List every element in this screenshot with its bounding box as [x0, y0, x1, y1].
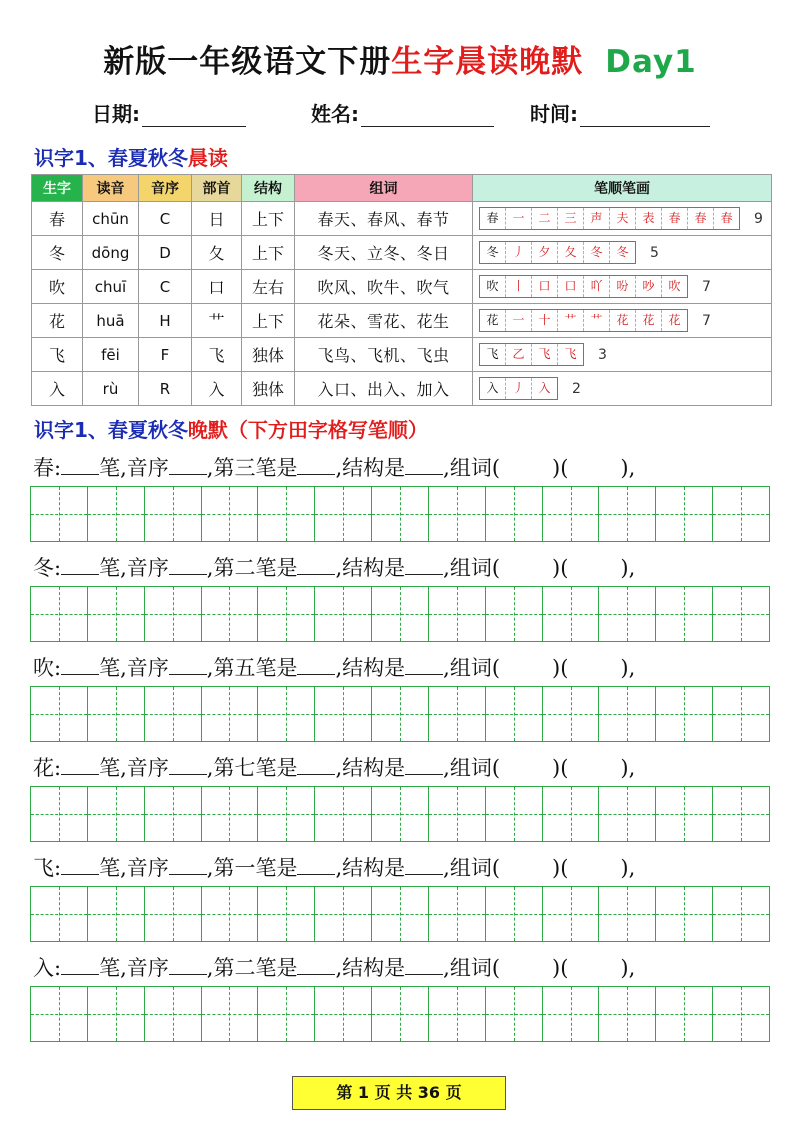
- structure-cell: 独体: [242, 372, 295, 406]
- nth-stroke-label: 第二笔是: [213, 556, 298, 580]
- tianzige-cell[interactable]: [31, 587, 87, 641]
- mid-paren: )(: [552, 956, 569, 980]
- tianzige-cell[interactable]: [428, 687, 485, 741]
- comma: ,: [206, 956, 214, 980]
- tianzige-cell[interactable]: [201, 587, 258, 641]
- stroke-step: 春: [661, 208, 687, 229]
- question-line: [33, 852, 635, 882]
- stroke-order-cell: [473, 202, 772, 236]
- tianzige-cell[interactable]: [87, 687, 144, 741]
- tianzige-cell[interactable]: [485, 787, 542, 841]
- tianzige-cell[interactable]: [144, 987, 201, 1041]
- tianzige-cell[interactable]: [31, 787, 87, 841]
- tianzige-cell[interactable]: [314, 687, 371, 741]
- character-table: [31, 174, 772, 406]
- stroke-sequence: [479, 377, 558, 400]
- words-cell: 入口、出入、加入: [295, 372, 473, 406]
- question-char: 飞: [33, 856, 54, 880]
- tianzige-cell[interactable]: [542, 487, 599, 541]
- colon: :: [54, 856, 62, 880]
- structure-label: ,结构是: [335, 656, 406, 680]
- nth-stroke-blank[interactable]: [297, 654, 335, 675]
- stroke-count-blank[interactable]: [61, 854, 99, 875]
- tianzige-cell[interactable]: [655, 987, 712, 1041]
- tianzige-cell[interactable]: [542, 687, 599, 741]
- stroke-step: 二: [531, 208, 557, 229]
- tianzige-cell[interactable]: [485, 487, 542, 541]
- question-line: [33, 552, 635, 582]
- radical-cell: 口: [192, 270, 242, 304]
- date-label: 日期:: [92, 102, 140, 126]
- nth-stroke-label: 第五笔是: [213, 656, 298, 680]
- tianzige-cell[interactable]: [428, 787, 485, 841]
- stroke-step: 夕: [531, 242, 557, 263]
- radical-cell: 艹: [192, 304, 242, 338]
- stroke-order-cell: [473, 304, 772, 338]
- tianzige-cell[interactable]: [201, 787, 258, 841]
- tianzige-grid[interactable]: [30, 686, 770, 742]
- question-char: 入: [33, 956, 54, 980]
- structure-label: ,结构是: [335, 956, 406, 980]
- tianzige-cell[interactable]: [201, 487, 258, 541]
- tianzige-cell[interactable]: [87, 887, 144, 941]
- structure-label: ,结构是: [335, 556, 406, 580]
- pinyin-order-blank[interactable]: [169, 654, 207, 675]
- pinyin-cell: huā: [83, 304, 139, 338]
- end-paren: ),: [620, 456, 636, 480]
- tianzige-cell[interactable]: [428, 587, 485, 641]
- name-field[interactable]: [311, 98, 494, 127]
- comma: ,: [206, 556, 214, 580]
- structure-blank[interactable]: [405, 454, 443, 475]
- header-strokes: 笔顺笔画: [473, 175, 772, 202]
- tianzige-grid[interactable]: [30, 486, 770, 542]
- pinyin-order-blank[interactable]: [169, 954, 207, 975]
- stroke-sequence: [479, 275, 688, 298]
- question-char: 春: [33, 456, 54, 480]
- header-order: 音序: [139, 175, 192, 202]
- stroke-step: 吖: [583, 276, 609, 297]
- stroke-step: 吵: [635, 276, 661, 297]
- header-char: 生字: [32, 175, 83, 202]
- mid-paren: )(: [552, 556, 569, 580]
- char-cell: 春: [32, 202, 83, 236]
- stroke-step: 冬: [609, 242, 635, 263]
- stroke-step: 花: [609, 310, 635, 331]
- tianzige-cell[interactable]: [87, 487, 144, 541]
- tianzige-cell[interactable]: [712, 887, 769, 941]
- radical-cell: 飞: [192, 338, 242, 372]
- nth-stroke-label: 第七笔是: [213, 756, 298, 780]
- stroke-order-cell: [473, 270, 772, 304]
- tianzige-cell[interactable]: [371, 987, 428, 1041]
- stroke-sequence: [479, 309, 688, 332]
- question-char: 吹: [33, 656, 54, 680]
- tianzige-cell[interactable]: [655, 687, 712, 741]
- bi-label: 笔,音序: [99, 856, 169, 880]
- order-cell: R: [139, 372, 192, 406]
- char-cell: 吹: [32, 270, 83, 304]
- stroke-step: 入: [531, 378, 557, 399]
- tianzige-cell[interactable]: [598, 887, 655, 941]
- bi-label: 笔,音序: [99, 756, 169, 780]
- bi-label: 笔,音序: [99, 656, 169, 680]
- colon: :: [54, 556, 62, 580]
- tianzige-cell[interactable]: [428, 887, 485, 941]
- tianzige-cell[interactable]: [314, 787, 371, 841]
- stroke-step: 三: [557, 208, 583, 229]
- tianzige-cell[interactable]: [31, 487, 87, 541]
- tianzige-cell[interactable]: [712, 687, 769, 741]
- tianzige-cell[interactable]: [31, 987, 87, 1041]
- stroke-step: 花: [661, 310, 687, 331]
- tianzige-cell[interactable]: [31, 887, 87, 941]
- tianzige-cell[interactable]: [655, 887, 712, 941]
- end-paren: ),: [620, 856, 636, 880]
- stroke-count: 2: [572, 380, 581, 397]
- tianzige-cell[interactable]: [655, 587, 712, 641]
- header-words: 组词: [295, 175, 473, 202]
- tianzige-cell[interactable]: [257, 487, 314, 541]
- tianzige-grid[interactable]: [30, 786, 770, 842]
- structure-cell: 上下: [242, 236, 295, 270]
- words-label: ,组词(: [443, 656, 501, 680]
- table-row: [32, 270, 772, 304]
- tianzige-cell[interactable]: [201, 887, 258, 941]
- order-cell: C: [139, 270, 192, 304]
- stroke-step: 冬: [486, 245, 499, 259]
- tianzige-cell[interactable]: [598, 787, 655, 841]
- tianzige-cell[interactable]: [87, 587, 144, 641]
- question-char: 冬: [33, 556, 54, 580]
- tianzige-cell[interactable]: [428, 487, 485, 541]
- page-number: 第 1 页 共 36 页: [292, 1076, 506, 1110]
- stroke-step: 冬: [583, 242, 609, 263]
- stroke-step: 春: [486, 211, 499, 225]
- tianzige-cell[interactable]: [31, 687, 87, 741]
- structure-blank[interactable]: [405, 854, 443, 875]
- stroke-step: 口: [557, 276, 583, 297]
- stroke-count-blank[interactable]: [61, 654, 99, 675]
- stroke-count-blank[interactable]: [61, 754, 99, 775]
- tianzige-cell[interactable]: [144, 487, 201, 541]
- tianzige-cell[interactable]: [371, 687, 428, 741]
- radical-cell: 夂: [192, 236, 242, 270]
- evening-title-red: 晚默（下方田字格写笔顺）: [187, 418, 428, 442]
- structure-label: ,结构是: [335, 756, 406, 780]
- end-paren: ),: [620, 656, 636, 680]
- stroke-step: 吩: [609, 276, 635, 297]
- tianzige-cell[interactable]: [257, 687, 314, 741]
- mid-paren: )(: [552, 656, 569, 680]
- tianzige-cell[interactable]: [542, 787, 599, 841]
- nth-stroke-blank[interactable]: [297, 554, 335, 575]
- comma: ,: [206, 656, 214, 680]
- tianzige-cell[interactable]: [257, 987, 314, 1041]
- name-label: 姓名:: [311, 102, 359, 126]
- tianzige-cell[interactable]: [144, 687, 201, 741]
- tianzige-cell[interactable]: [598, 487, 655, 541]
- table-row: [32, 202, 772, 236]
- stroke-step: 花: [635, 310, 661, 331]
- stroke-step: 声: [583, 208, 609, 229]
- stroke-step: 吹: [661, 276, 687, 297]
- structure-blank[interactable]: [405, 954, 443, 975]
- bi-label: 笔,音序: [99, 456, 169, 480]
- header-pinyin: 读音: [83, 175, 139, 202]
- radical-cell: 入: [192, 372, 242, 406]
- colon: :: [54, 656, 62, 680]
- tianzige-cell[interactable]: [712, 787, 769, 841]
- stroke-step: 春: [687, 208, 713, 229]
- tianzige-cell[interactable]: [201, 687, 258, 741]
- question-line: [33, 652, 635, 682]
- pinyin-order-blank[interactable]: [169, 454, 207, 475]
- date-line[interactable]: [142, 104, 246, 127]
- colon: :: [54, 456, 62, 480]
- tianzige-cell[interactable]: [201, 987, 258, 1041]
- words-cell: 冬天、立冬、冬日: [295, 236, 473, 270]
- tianzige-cell[interactable]: [542, 987, 599, 1041]
- char-cell: 花: [32, 304, 83, 338]
- table-row: [32, 236, 772, 270]
- tianzige-cell[interactable]: [485, 687, 542, 741]
- colon: :: [54, 756, 62, 780]
- stroke-count-blank[interactable]: [61, 454, 99, 475]
- tianzige-cell[interactable]: [257, 887, 314, 941]
- time-line[interactable]: [580, 104, 710, 127]
- stroke-step: 乙: [505, 344, 531, 365]
- words-cell: 春天、春风、春节: [295, 202, 473, 236]
- mid-paren: )(: [552, 856, 569, 880]
- tianzige-cell[interactable]: [371, 587, 428, 641]
- structure-cell: 上下: [242, 304, 295, 338]
- order-cell: H: [139, 304, 192, 338]
- tianzige-cell[interactable]: [371, 887, 428, 941]
- nth-stroke-label: 第一笔是: [213, 856, 298, 880]
- structure-blank[interactable]: [405, 554, 443, 575]
- order-cell: D: [139, 236, 192, 270]
- tianzige-cell[interactable]: [655, 487, 712, 541]
- nth-stroke-label: 第二笔是: [213, 956, 298, 980]
- stroke-count: 3: [598, 346, 607, 363]
- words-label: ,组词(: [443, 456, 501, 480]
- order-cell: F: [139, 338, 192, 372]
- tianzige-cell[interactable]: [371, 487, 428, 541]
- bi-label: 笔,音序: [99, 956, 169, 980]
- tianzige-cell[interactable]: [485, 887, 542, 941]
- header-structure: 结构: [242, 175, 295, 202]
- stroke-step: 艹: [557, 310, 583, 331]
- stroke-step: 丿: [505, 378, 531, 399]
- comma: ,: [206, 756, 214, 780]
- table-row: [32, 338, 772, 372]
- tianzige-grid[interactable]: [30, 886, 770, 942]
- time-label: 时间:: [530, 102, 578, 126]
- tianzige-cell[interactable]: [485, 587, 542, 641]
- table-row: [32, 304, 772, 338]
- title-part-2: 生字晨读晚默: [391, 44, 584, 80]
- pinyin-cell: rù: [83, 372, 139, 406]
- comma: ,: [206, 856, 214, 880]
- name-line[interactable]: [361, 104, 494, 127]
- structure-cell: 独体: [242, 338, 295, 372]
- stroke-step: 花: [486, 313, 499, 327]
- mid-paren: )(: [552, 456, 569, 480]
- tianzige-cell[interactable]: [314, 587, 371, 641]
- structure-label: ,结构是: [335, 856, 406, 880]
- stroke-step: 十: [531, 310, 557, 331]
- structure-cell: 左右: [242, 270, 295, 304]
- comma: ,: [206, 456, 214, 480]
- pinyin-order-blank[interactable]: [169, 554, 207, 575]
- bi-label: 笔,音序: [99, 556, 169, 580]
- pinyin-cell: chuī: [83, 270, 139, 304]
- tianzige-grid[interactable]: [30, 986, 770, 1042]
- tianzige-cell[interactable]: [655, 787, 712, 841]
- order-cell: C: [139, 202, 192, 236]
- stroke-step: 一: [505, 310, 531, 331]
- table-row: [32, 372, 772, 406]
- tianzige-cell[interactable]: [144, 787, 201, 841]
- stroke-step: 一: [505, 208, 531, 229]
- stroke-count: 7: [702, 278, 711, 295]
- tianzige-cell[interactable]: [712, 487, 769, 541]
- pinyin-cell: fēi: [83, 338, 139, 372]
- title-part-1: 新版一年级语文下册: [103, 44, 392, 80]
- stroke-step: 飞: [531, 344, 557, 365]
- tianzige-cell[interactable]: [542, 587, 599, 641]
- time-field[interactable]: [530, 98, 710, 127]
- stroke-step: 飞: [486, 347, 499, 361]
- tianzige-cell[interactable]: [314, 987, 371, 1041]
- title-day: Day1: [605, 44, 697, 80]
- tianzige-cell[interactable]: [314, 887, 371, 941]
- morning-title-blue: 识字1、春夏秋冬: [34, 146, 188, 170]
- colon: :: [54, 956, 62, 980]
- nth-stroke-blank[interactable]: [297, 454, 335, 475]
- end-paren: ),: [620, 556, 636, 580]
- nth-stroke-blank[interactable]: [297, 854, 335, 875]
- stroke-step: 丿: [505, 242, 531, 263]
- pinyin-order-blank[interactable]: [169, 854, 207, 875]
- header-radical: 部首: [192, 175, 242, 202]
- stroke-step: 夫: [609, 208, 635, 229]
- tianzige-cell[interactable]: [257, 587, 314, 641]
- tianzige-cell[interactable]: [485, 987, 542, 1041]
- morning-section-title: [34, 142, 228, 171]
- stroke-step: 表: [635, 208, 661, 229]
- char-cell: 入: [32, 372, 83, 406]
- tianzige-cell[interactable]: [87, 987, 144, 1041]
- tianzige-cell[interactable]: [712, 987, 769, 1041]
- tianzige-cell[interactable]: [314, 487, 371, 541]
- words-cell: 飞鸟、飞机、飞虫: [295, 338, 473, 372]
- evening-section-title: [34, 414, 428, 443]
- morning-title-red: 晨读: [187, 146, 228, 170]
- stroke-order-cell: [473, 372, 772, 406]
- pinyin-cell: dōng: [83, 236, 139, 270]
- tianzige-cell[interactable]: [598, 587, 655, 641]
- structure-blank[interactable]: [405, 654, 443, 675]
- words-label: ,组词(: [443, 856, 501, 880]
- question-line: [33, 752, 635, 782]
- stroke-step: 吹: [486, 279, 499, 293]
- structure-blank[interactable]: [405, 754, 443, 775]
- mid-paren: )(: [552, 756, 569, 780]
- stroke-step: 夂: [557, 242, 583, 263]
- tianzige-grid[interactable]: [30, 586, 770, 642]
- words-label: ,组词(: [443, 756, 501, 780]
- stroke-order-cell: [473, 338, 772, 372]
- structure-label: ,结构是: [335, 456, 406, 480]
- char-cell: 飞: [32, 338, 83, 372]
- stroke-order-cell: [473, 236, 772, 270]
- stroke-step: 口: [531, 276, 557, 297]
- structure-cell: 上下: [242, 202, 295, 236]
- stroke-step: 丨: [505, 276, 531, 297]
- stroke-sequence: [479, 207, 740, 230]
- nth-stroke-blank[interactable]: [297, 954, 335, 975]
- page-title: [0, 36, 800, 81]
- tianzige-cell[interactable]: [428, 987, 485, 1041]
- stroke-count-blank[interactable]: [61, 554, 99, 575]
- tianzige-cell[interactable]: [87, 787, 144, 841]
- radical-cell: 日: [192, 202, 242, 236]
- nth-stroke-label: 第三笔是: [213, 456, 298, 480]
- char-cell: 冬: [32, 236, 83, 270]
- question-char: 花: [33, 756, 54, 780]
- stroke-step: 艹: [583, 310, 609, 331]
- question-line: [33, 452, 635, 482]
- tianzige-cell[interactable]: [542, 887, 599, 941]
- stroke-step: 飞: [557, 344, 583, 365]
- words-cell: 吹风、吹牛、吹气: [295, 270, 473, 304]
- pinyin-cell: chūn: [83, 202, 139, 236]
- stroke-count-blank[interactable]: [61, 954, 99, 975]
- end-paren: ),: [620, 756, 636, 780]
- tianzige-cell[interactable]: [598, 687, 655, 741]
- tianzige-cell[interactable]: [712, 587, 769, 641]
- stroke-step: 入: [486, 381, 499, 395]
- tianzige-cell[interactable]: [257, 787, 314, 841]
- tianzige-cell[interactable]: [144, 587, 201, 641]
- words-cell: 花朵、雪花、花生: [295, 304, 473, 338]
- tianzige-cell[interactable]: [598, 987, 655, 1041]
- pinyin-order-blank[interactable]: [169, 754, 207, 775]
- evening-title-blue: 识字1、春夏秋冬: [34, 418, 188, 442]
- stroke-sequence: [479, 241, 636, 264]
- table-header-row: [32, 175, 772, 202]
- stroke-count: 9: [754, 210, 763, 227]
- stroke-sequence: [479, 343, 584, 366]
- stroke-step: 春: [713, 208, 739, 229]
- nth-stroke-blank[interactable]: [297, 754, 335, 775]
- words-label: ,组词(: [443, 556, 501, 580]
- date-field[interactable]: [92, 98, 246, 127]
- question-line: [33, 952, 635, 982]
- tianzige-cell[interactable]: [371, 787, 428, 841]
- words-label: ,组词(: [443, 956, 501, 980]
- stroke-count: 5: [650, 244, 659, 261]
- tianzige-cell[interactable]: [144, 887, 201, 941]
- stroke-count: 7: [702, 312, 711, 329]
- end-paren: ),: [620, 956, 636, 980]
